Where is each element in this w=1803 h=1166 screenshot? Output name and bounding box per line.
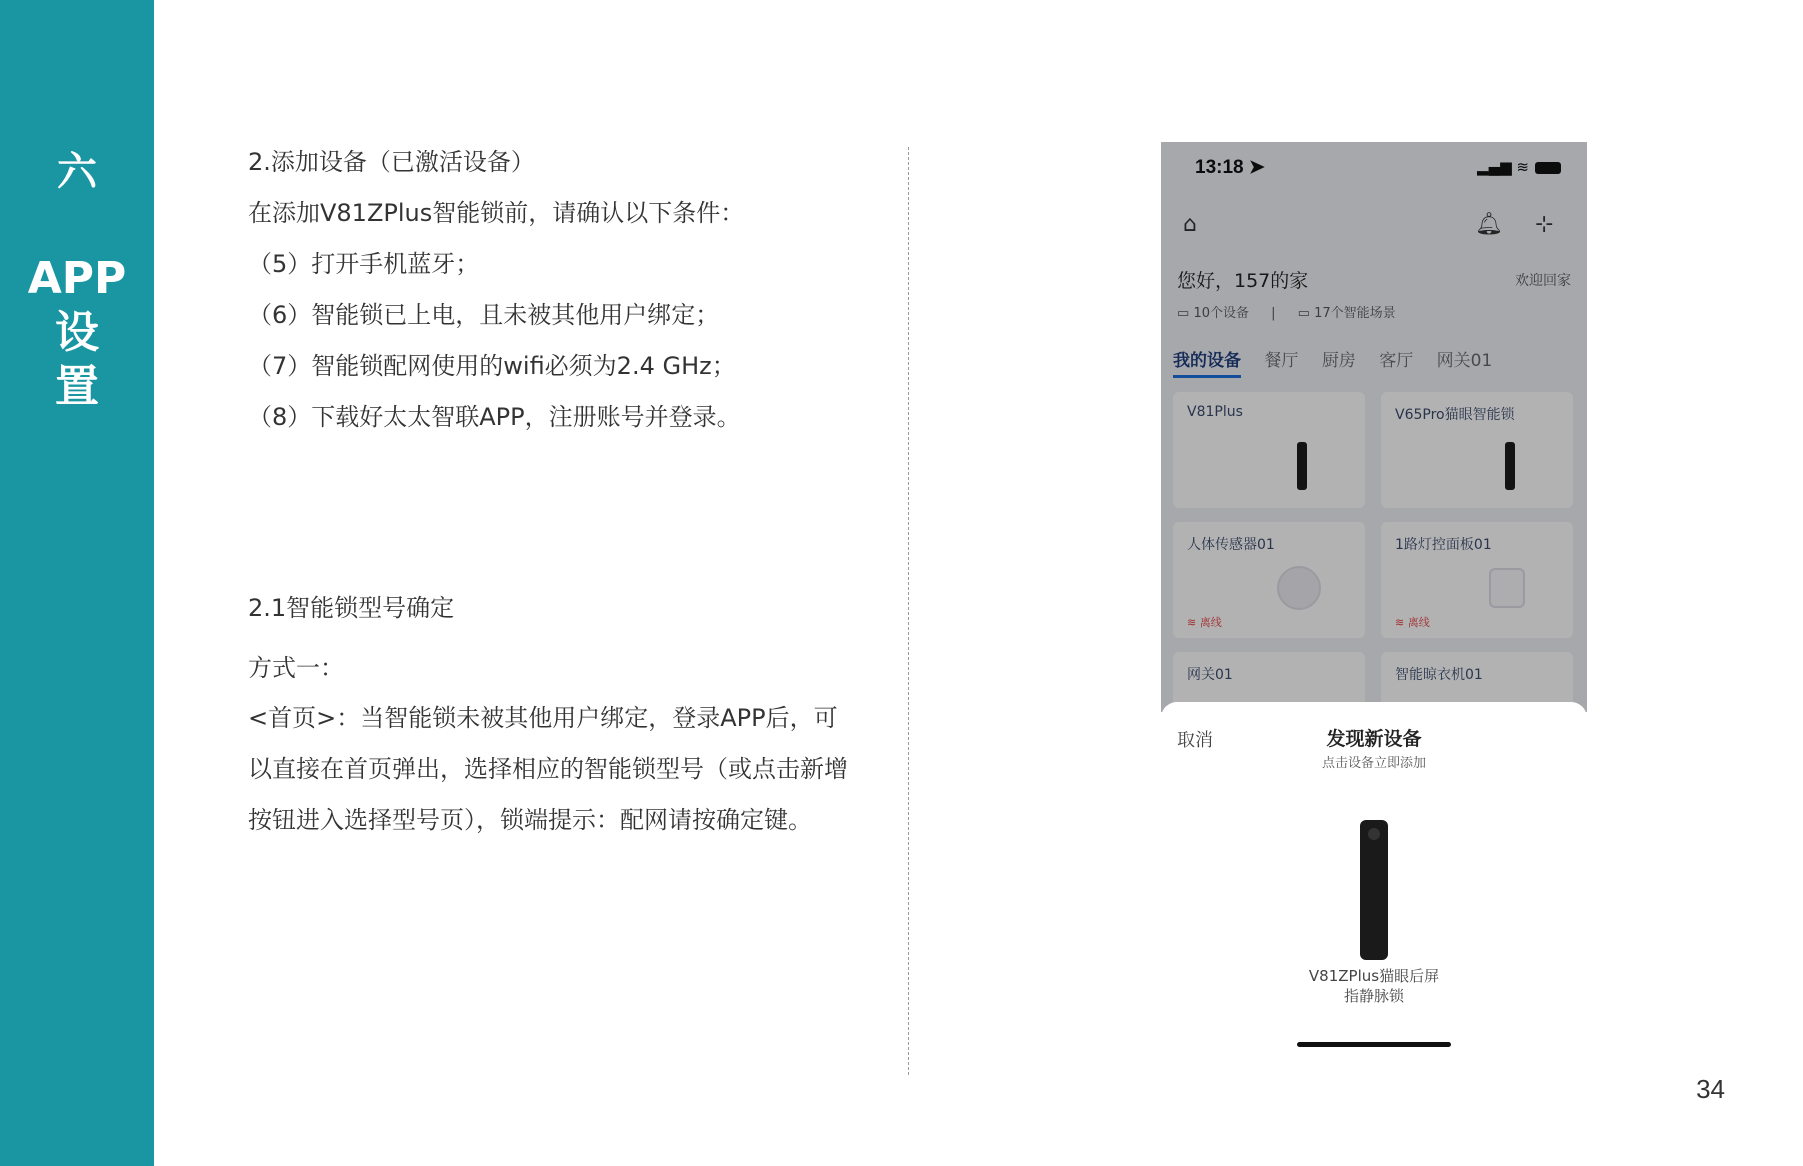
chapter-sidebar	[0, 0, 154, 1166]
offline-badge: ≋ 离线	[1187, 616, 1222, 629]
method-line: <首页>：当智能锁未被其他用户绑定，登录APP后，可	[248, 704, 838, 732]
chapter-title-line-2: 设	[55, 307, 99, 358]
chapter-title-line-1: APP	[27, 253, 127, 304]
device-count: 10个设备	[1193, 306, 1249, 321]
tab-living[interactable]: 客厅	[1379, 351, 1414, 371]
new-device-name-line-1: V81ZPlus猫眼后屏	[1308, 967, 1440, 985]
method-line: 按钮进入选择型号页），锁端提示：配网请按确定键。	[248, 806, 812, 834]
home-greeting: 您好，157的家	[1177, 270, 1309, 292]
chapter-number: 六	[57, 149, 97, 195]
tab-my-devices[interactable]: 我的设备	[1173, 351, 1241, 378]
status-time: 13:18 ➤	[1195, 157, 1265, 178]
intro-text: 在添加V81ZPlus智能锁前，请确认以下条件：	[248, 199, 745, 227]
new-device-name[interactable]	[1161, 966, 1587, 1006]
sheet-title: 发现新设备	[1326, 728, 1422, 750]
condition-item: （8）下载好太太智联APP，注册账号并登录。	[248, 403, 741, 431]
tab-dining[interactable]: 餐厅	[1264, 351, 1299, 371]
device-card-name: V81Plus	[1187, 404, 1243, 420]
home-icon[interactable]: ⌂	[1183, 212, 1197, 237]
scene-count: 17个智能场景	[1314, 306, 1396, 321]
phone-screenshot	[1161, 142, 1587, 1060]
home-indicator	[1297, 1042, 1451, 1047]
device-card-name: 网关01	[1187, 667, 1233, 683]
page-number: 34	[1696, 1074, 1725, 1104]
stats-separator: |	[1271, 306, 1276, 321]
scan-add-icon[interactable]: ⊹	[1535, 212, 1554, 237]
condition-item: （6）智能锁已上电，且未被其他用户绑定；	[248, 301, 720, 329]
home-screen	[1161, 142, 1587, 712]
device-card-name: 1路灯控面板01	[1395, 537, 1492, 553]
device-card-name: 人体传感器01	[1187, 537, 1275, 553]
condition-item: （5）打开手机蓝牙；	[248, 250, 480, 278]
device-card-name: 智能晾衣机01	[1395, 667, 1483, 683]
scene-icon: ▭	[1297, 306, 1310, 321]
device-card-name: V65Pro猫眼智能锁	[1395, 407, 1515, 423]
method-line: 以直接在首页弹出，选择相应的智能锁型号（或点击新增	[248, 755, 848, 783]
section-title: 2.添加设备（已激活设备）	[248, 148, 535, 176]
welcome-text: 欢迎回家	[1515, 273, 1571, 289]
tab-kitchen[interactable]: 厨房	[1321, 351, 1356, 371]
cancel-button[interactable]: 取消	[1177, 730, 1213, 751]
bell-icon[interactable]: 🔔︎	[1475, 212, 1503, 237]
tab-gateway[interactable]: 网关01	[1436, 351, 1493, 371]
condition-item: （7）智能锁配网使用的wifi必须为2.4 GHz；	[248, 352, 736, 380]
dim-overlay	[1161, 142, 1587, 712]
method-label: 方式一：	[248, 654, 344, 682]
sheet-subtitle: 点击设备立即添加	[1321, 756, 1426, 771]
new-device-sheet	[1161, 702, 1587, 1060]
chapter-title-line-3: 置	[55, 361, 99, 412]
new-device-name-line-2: 指静脉锁	[1343, 987, 1404, 1005]
status-icons: ▂▄▆ ≋	[1477, 158, 1561, 176]
new-device-lock-image[interactable]	[1360, 820, 1388, 960]
column-divider	[908, 147, 909, 1075]
chapter-title	[0, 252, 154, 414]
subsection-title: 2.1智能锁型号确定	[248, 594, 455, 622]
device-icon: ▭	[1177, 306, 1190, 321]
offline-badge: ≋ 离线	[1395, 616, 1430, 629]
